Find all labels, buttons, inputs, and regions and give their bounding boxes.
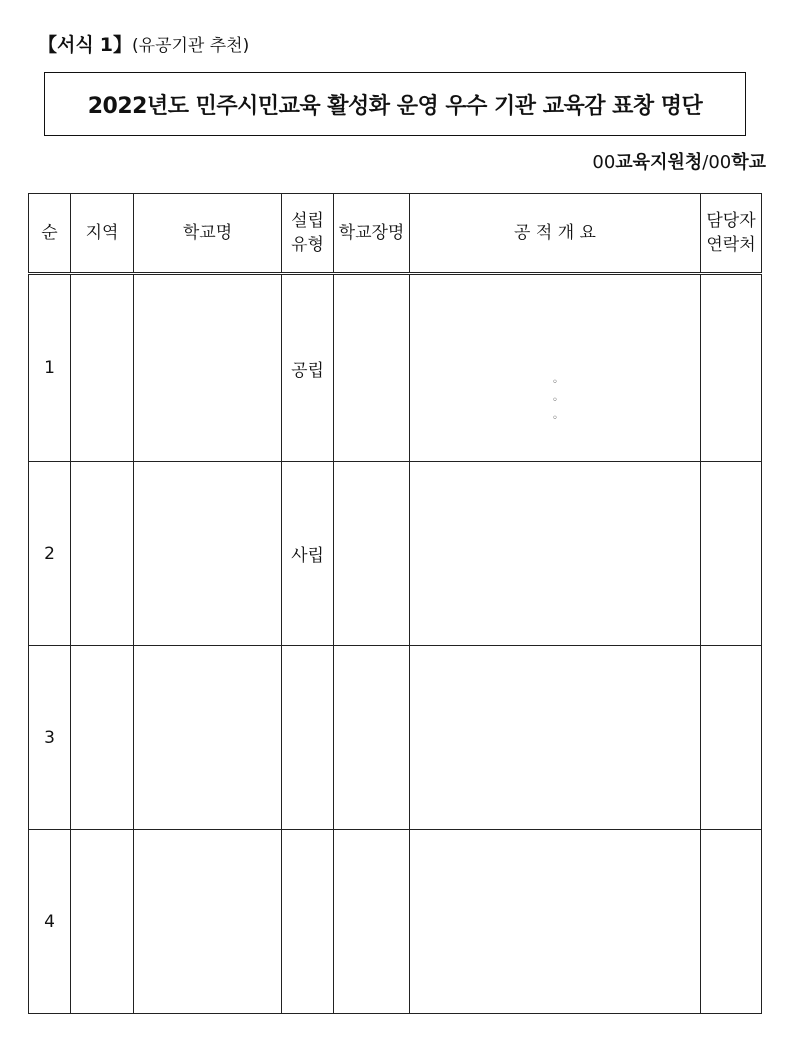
cell-merit-summary[interactable] xyxy=(410,646,701,830)
table-row xyxy=(29,646,762,830)
form-label-open-bracket: 【 xyxy=(38,34,58,56)
cell-school-name[interactable] xyxy=(134,830,282,1014)
cell-establishment-type[interactable]: 사립 xyxy=(282,462,334,646)
header-contact-line2: 연락처 xyxy=(706,235,756,255)
header-region: 지역 xyxy=(71,194,134,274)
cell-principal-name[interactable] xyxy=(334,646,410,830)
title-box xyxy=(44,72,746,136)
org-office: 교육지원청 xyxy=(615,152,703,173)
award-roster-table xyxy=(28,193,762,1014)
merit-bullet-list xyxy=(410,374,700,428)
cell-no[interactable]: 2 xyxy=(29,462,71,646)
merit-bullet-icon: ◦ xyxy=(552,377,558,388)
cell-school-name[interactable] xyxy=(134,274,282,462)
merit-bullet-icon: ◦ xyxy=(552,395,558,406)
cell-no[interactable]: 1 xyxy=(29,274,71,462)
cell-merit-summary[interactable] xyxy=(410,830,701,1014)
table-header-row xyxy=(29,194,762,274)
header-merit-summary: 공 적 개 요 xyxy=(410,194,701,274)
cell-region[interactable] xyxy=(71,274,134,462)
cell-school-name[interactable] xyxy=(134,462,282,646)
cell-region[interactable] xyxy=(71,462,134,646)
org-placeholder: 00 xyxy=(592,152,616,173)
header-no: 순 xyxy=(29,194,71,274)
cell-merit-summary[interactable] xyxy=(410,274,701,462)
cell-no[interactable]: 3 xyxy=(29,646,71,830)
form-label-note: (유공기관 추천) xyxy=(132,36,250,56)
form-label xyxy=(38,30,249,57)
header-school-name: 학교명 xyxy=(134,194,282,274)
cell-principal-name[interactable] xyxy=(334,462,410,646)
form-label-close-bracket: 】 xyxy=(113,34,133,56)
org-school: 학교 xyxy=(731,152,766,173)
cell-region[interactable] xyxy=(71,830,134,1014)
org-separator: /00 xyxy=(702,152,732,173)
cell-contact[interactable] xyxy=(701,646,762,830)
cell-establishment-type[interactable] xyxy=(282,646,334,830)
cell-contact[interactable] xyxy=(701,274,762,462)
form-label-name: 서식 xyxy=(57,34,94,56)
cell-principal-name[interactable] xyxy=(334,830,410,1014)
header-establishment-type xyxy=(282,194,334,274)
cell-no[interactable]: 4 xyxy=(29,830,71,1014)
cell-merit-summary[interactable] xyxy=(410,462,701,646)
header-principal-name: 학교장명 xyxy=(334,194,410,274)
merit-bullet-icon: ◦ xyxy=(552,413,558,424)
table-row xyxy=(29,830,762,1014)
cell-establishment-type[interactable]: 공립 xyxy=(282,274,334,462)
cell-region[interactable] xyxy=(71,646,134,830)
cell-establishment-type[interactable] xyxy=(282,830,334,1014)
organization-line xyxy=(592,148,766,174)
cell-contact[interactable] xyxy=(701,462,762,646)
cell-principal-name[interactable] xyxy=(334,274,410,462)
table-row xyxy=(29,462,762,646)
document-title: 2022년도 민주시민교육 활성화 운영 우수 기관 교육감 표창 명단 xyxy=(87,93,703,119)
header-contact-line1: 담당자 xyxy=(706,211,756,231)
cell-school-name[interactable] xyxy=(134,646,282,830)
form-label-number: 1 xyxy=(99,34,114,56)
header-contact xyxy=(701,194,762,274)
header-type-line2: 유형 xyxy=(291,235,324,255)
header-type-line1: 설립 xyxy=(291,211,324,231)
table-row xyxy=(29,274,762,462)
cell-contact[interactable] xyxy=(701,830,762,1014)
